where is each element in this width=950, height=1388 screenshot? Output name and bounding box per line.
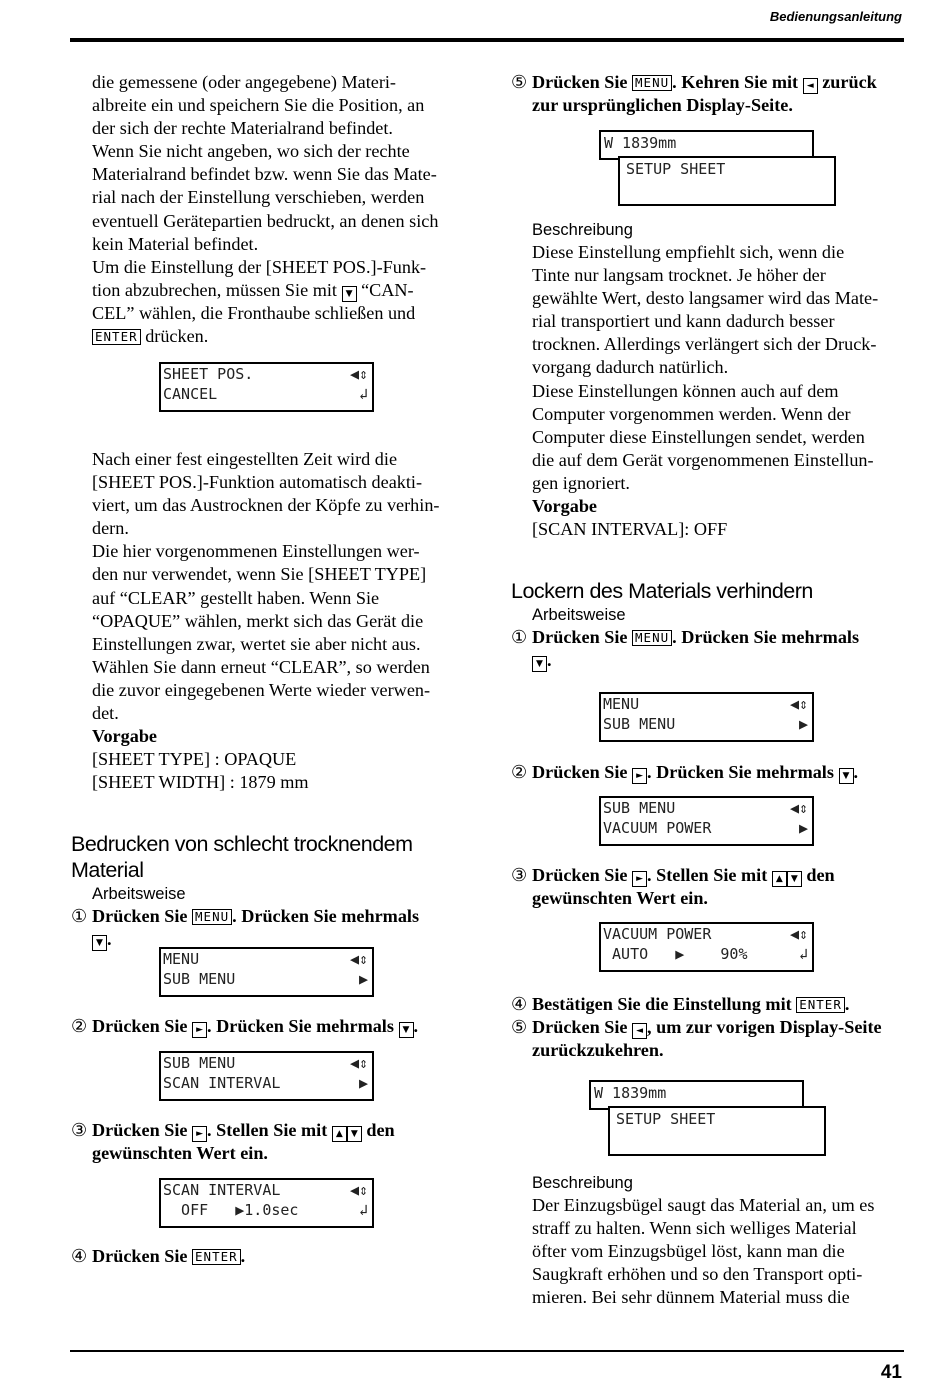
right-section bbox=[511, 578, 911, 672]
step-number: ④ bbox=[71, 1246, 88, 1266]
text-line: [SHEET TYPE] : OPAQUE bbox=[92, 749, 297, 770]
lcd-line: SHEET POS. bbox=[163, 365, 254, 383]
step-number: ③ bbox=[71, 1120, 88, 1140]
up-arrow-key-icon: ▲ bbox=[332, 1126, 347, 1142]
lcd-submenu-vacuum bbox=[599, 796, 814, 846]
text-line: viert, um das Austrocknen der Köpfe zu verhin- bbox=[92, 495, 440, 516]
lcd-line: SUB MENU bbox=[603, 799, 676, 817]
step-number: ⑤ bbox=[511, 72, 528, 92]
text-fragment: . Stellen Sie mit bbox=[647, 865, 768, 885]
text-line: die gemessene (oder angegebene) Materi- bbox=[92, 72, 396, 92]
left-arrow-key-icon: ◄ bbox=[803, 78, 818, 94]
down-arrow-key-icon: ▼ bbox=[399, 1022, 414, 1038]
text-line: den nur verwendet, wenn Sie [SHEET TYPE] bbox=[92, 564, 427, 585]
menu-key-icon: MENU bbox=[632, 630, 672, 646]
lcd-menu bbox=[599, 692, 814, 742]
subheading-arbeitsweise: Arbeitsweise bbox=[92, 885, 186, 903]
text-line: Der Einzugsbügel saugt das Material an, um es bbox=[532, 1195, 875, 1215]
text-fragment: “CAN- bbox=[361, 279, 414, 300]
lcd-line: SCAN INTERVAL bbox=[163, 1074, 281, 1092]
step-2 bbox=[71, 1015, 471, 1038]
right-description bbox=[532, 219, 912, 541]
text-line bbox=[92, 279, 472, 302]
lcd-line: VACUUM POWER bbox=[603, 819, 712, 837]
step-number: ① bbox=[71, 906, 88, 926]
text-line: Tinte nur langsam trocknet. Je höher der bbox=[532, 265, 826, 286]
text-line: det. bbox=[92, 703, 119, 724]
up-down-arrow-icon: ◀⇕ bbox=[789, 925, 808, 943]
up-down-arrow-icon: ◀⇕ bbox=[789, 695, 808, 713]
right-arrow-key-icon: ► bbox=[632, 768, 647, 784]
enter-arrow-icon: ↲ bbox=[358, 1201, 368, 1219]
step-1 bbox=[511, 626, 911, 672]
document-header-title: Bedienungsanleitung bbox=[769, 9, 902, 24]
right-arrow-key-icon: ► bbox=[632, 871, 647, 887]
right-step2 bbox=[511, 761, 911, 784]
lcd-line: CANCEL bbox=[163, 385, 218, 403]
text-fragment: . Drücken Sie mehrmals bbox=[647, 762, 834, 782]
step-1 bbox=[71, 905, 471, 951]
section-title: Lockern des Materials verhindern bbox=[511, 579, 813, 603]
step-5 bbox=[511, 71, 911, 117]
step-4 bbox=[511, 993, 911, 1016]
right-steps-4-5 bbox=[511, 993, 911, 1062]
step-3 bbox=[511, 864, 911, 910]
left-step3 bbox=[71, 1119, 471, 1165]
text-line bbox=[92, 325, 472, 348]
down-arrow-key-icon: ▼ bbox=[347, 1126, 362, 1142]
step-5 bbox=[511, 1016, 911, 1062]
lcd-line: MENU bbox=[163, 950, 200, 968]
left-intro bbox=[92, 71, 472, 348]
up-arrow-key-icon: ▲ bbox=[772, 871, 787, 887]
up-down-arrow-icon: ◀⇕ bbox=[349, 365, 368, 383]
text-line: der sich der rechte Materialrand befindet. bbox=[92, 118, 393, 139]
text-fragment: , um zur vorigen Display-Seite bbox=[647, 1017, 882, 1038]
down-arrow-key-icon: ▼ bbox=[342, 286, 357, 302]
beschreibung-heading: Beschreibung bbox=[532, 221, 633, 239]
text-line: die zuvor eingegebenen Werte wieder verwen- bbox=[92, 679, 431, 700]
text-fragment: Drücken Sie bbox=[92, 906, 188, 926]
text-fragment: gewünschten Wert ein. bbox=[532, 888, 708, 909]
lcd-line: VACUUM POWER bbox=[603, 925, 712, 943]
left-step2 bbox=[71, 1015, 471, 1038]
text-line: CEL” wählen, die Fronthaube schließen und bbox=[92, 302, 416, 323]
text-line: rial nach der Einstellung verschieben, werden bbox=[92, 187, 425, 208]
text-fragment: Drücken Sie bbox=[92, 1016, 188, 1036]
enter-key-icon: ENTER bbox=[92, 329, 141, 345]
text-fragment: tion abzubrechen, müssen Sie mit bbox=[92, 279, 337, 300]
step-number: ② bbox=[511, 762, 528, 782]
footer-rule bbox=[70, 1350, 904, 1352]
text-line: Diese Einstellungen können auch auf dem bbox=[532, 380, 839, 401]
page-number: 41 bbox=[880, 1362, 902, 1383]
down-arrow-key-icon: ▼ bbox=[92, 935, 107, 951]
lcd-sheet-pos bbox=[159, 362, 374, 412]
down-arrow-key-icon: ▼ bbox=[532, 656, 547, 672]
lcd-width-tab: W 1839mm bbox=[599, 130, 814, 160]
lcd-setup-page: SETUP SHEET bbox=[618, 156, 836, 206]
text-fragment: . bbox=[413, 1016, 419, 1036]
text-fragment: zurückzukehren. bbox=[532, 1040, 664, 1061]
up-down-arrow-icon: ◀⇕ bbox=[349, 1181, 368, 1199]
up-down-arrow-icon: ◀⇕ bbox=[349, 1054, 368, 1072]
text-fragment: . Drücken Sie mehrmals bbox=[672, 627, 860, 647]
enter-key-icon: ENTER bbox=[796, 997, 845, 1013]
right-step5 bbox=[511, 71, 911, 117]
text-fragment: Drücken Sie bbox=[532, 865, 628, 885]
header-rule bbox=[70, 38, 904, 42]
text-fragment: zurück bbox=[822, 72, 877, 92]
down-arrow-key-icon: ▼ bbox=[839, 768, 854, 784]
text-line: straff zu halten. Wenn sich welliges Material bbox=[532, 1218, 857, 1239]
right-arrow-icon: ▶ bbox=[798, 819, 808, 837]
text-line: gewählte Wert, desto langsamer wird das Mate- bbox=[532, 288, 879, 309]
enter-key-icon: ENTER bbox=[192, 1249, 241, 1265]
lcd-width-tab: W 1839mm bbox=[589, 1080, 804, 1110]
text-line: albreite ein und speichern Sie die Position, an bbox=[92, 95, 425, 116]
step-number: ③ bbox=[511, 865, 528, 885]
vorgabe-label: Vorgabe bbox=[532, 496, 598, 517]
section-title: Bedrucken von schlecht trocknendem Material bbox=[71, 832, 413, 882]
text-line: Wählen Sie dann erneut “CLEAR”, so werden bbox=[92, 656, 430, 677]
step-2 bbox=[511, 761, 911, 784]
text-line: mieren. Bei sehr dünnem Material muss die bbox=[532, 1287, 850, 1308]
step-4 bbox=[71, 1245, 471, 1268]
lcd-line: SUB MENU bbox=[163, 970, 236, 988]
step-3 bbox=[71, 1119, 471, 1165]
vorgabe-label: Vorgabe bbox=[92, 726, 158, 747]
text-fragment: . bbox=[844, 994, 850, 1014]
step-number: ① bbox=[511, 627, 528, 647]
lcd-submenu-scan bbox=[159, 1051, 374, 1101]
text-fragment: Drücken Sie bbox=[532, 762, 628, 782]
text-line: trocknen. Allerdings verlängert sich der Druck- bbox=[532, 334, 877, 355]
right-arrow-key-icon: ► bbox=[192, 1126, 207, 1142]
right-arrow-key-icon: ► bbox=[192, 1022, 207, 1038]
enter-arrow-icon: ↲ bbox=[798, 945, 808, 963]
text-fragment: gewünschten Wert ein. bbox=[92, 1143, 268, 1164]
text-line: [SHEET POS.]-Funktion automatisch deakti- bbox=[92, 472, 423, 493]
text-fragment: Bestätigen Sie die Einstellung mit bbox=[532, 994, 792, 1014]
step-number: ④ bbox=[511, 994, 528, 1014]
text-line: vorgang dadurch natürlich. bbox=[532, 357, 729, 378]
text-line: Nach einer fest eingestellten Zeit wird die bbox=[92, 449, 398, 469]
menu-key-icon: MENU bbox=[632, 75, 672, 91]
lcd-menu bbox=[159, 947, 374, 997]
text-fragment: . Stellen Sie mit bbox=[207, 1120, 328, 1140]
lcd-vacuum-power bbox=[599, 922, 814, 972]
text-line: dern. bbox=[92, 518, 129, 539]
text-line: Um die Einstellung der [SHEET POS.]-Funk- bbox=[92, 256, 427, 277]
text-fragment: den bbox=[366, 1120, 395, 1140]
lcd-line: SCAN INTERVAL bbox=[163, 1181, 281, 1199]
right-arrow-icon: ▶ bbox=[358, 970, 368, 988]
enter-arrow-icon: ↲ bbox=[358, 385, 368, 403]
text-line: öfter vom Einzugsbügel löst, kann man die bbox=[532, 1241, 845, 1262]
text-line: [SCAN INTERVAL]: OFF bbox=[532, 519, 728, 540]
text-line: Einstellungen zwar, wertet sie aber nicht aus. bbox=[92, 633, 421, 654]
left-section bbox=[71, 831, 471, 951]
right-arrow-icon: ▶ bbox=[358, 1074, 368, 1092]
up-down-arrow-icon: ◀⇕ bbox=[349, 950, 368, 968]
text-line: Diese Einstellung empfiehlt sich, wenn die bbox=[532, 242, 845, 262]
down-arrow-key-icon: ▼ bbox=[787, 871, 802, 887]
text-line: Materialrand befindet bzw. wenn Sie das Mate- bbox=[92, 164, 437, 185]
lcd-line: SUB MENU bbox=[603, 715, 676, 733]
text-line: “OPAQUE” wählen, merkt sich das Gerät die bbox=[92, 610, 424, 631]
text-line: Die hier vorgenommenen Einstellungen wer- bbox=[92, 541, 420, 562]
text-fragment: . bbox=[853, 762, 859, 782]
lcd-line: OFF ▶1.0sec bbox=[163, 1201, 299, 1219]
lcd-scan-interval bbox=[159, 1178, 374, 1228]
text-line: kein Material befindet. bbox=[92, 233, 259, 254]
text-line: auf “CLEAR” gestellt haben. Wenn Sie bbox=[92, 587, 380, 608]
text-fragment: . bbox=[547, 650, 552, 671]
lcd-line: AUTO ▶ 90% bbox=[603, 945, 748, 963]
text-line: [SHEET WIDTH] : 1879 mm bbox=[92, 772, 309, 793]
left-para2 bbox=[92, 448, 472, 794]
text-fragment: . Drücken Sie mehrmals bbox=[207, 1016, 394, 1036]
text-fragment: Drücken Sie bbox=[532, 1017, 628, 1038]
text-fragment: . Drücken Sie mehrmals bbox=[232, 906, 420, 926]
text-line: gen ignoriert. bbox=[532, 472, 630, 493]
text-fragment: . Kehren Sie mit bbox=[672, 72, 799, 92]
right-description-2 bbox=[532, 1172, 912, 1309]
beschreibung-heading: Beschreibung bbox=[532, 1174, 633, 1192]
text-fragment: drücken. bbox=[145, 326, 209, 347]
text-fragment: Drücken Sie bbox=[532, 627, 628, 647]
text-fragment: Drücken Sie bbox=[92, 1120, 188, 1140]
lcd-line: SUB MENU bbox=[163, 1054, 236, 1072]
text-line: Wenn Sie nicht angeben, wo sich der rechte bbox=[92, 141, 410, 162]
subheading-arbeitsweise: Arbeitsweise bbox=[532, 606, 626, 624]
text-fragment: Drücken Sie bbox=[92, 1246, 188, 1266]
text-line: Saugkraft erhöhen und so den Transport opti- bbox=[532, 1264, 863, 1285]
text-fragment: . bbox=[107, 929, 112, 950]
lcd-setup-page: SETUP SHEET bbox=[608, 1106, 826, 1156]
text-line: eventuell Gerätepartien bedruckt, an denen sich bbox=[92, 210, 439, 231]
text-line: Computer diese Einstellungen sendet, werden bbox=[532, 426, 865, 447]
step-number: ⑤ bbox=[511, 1017, 528, 1038]
left-arrow-key-icon: ◄ bbox=[632, 1023, 647, 1039]
text-fragment: den bbox=[806, 865, 835, 885]
lcd-line: MENU bbox=[603, 695, 640, 713]
text-line: rial transportiert und kann dadurch besser bbox=[532, 311, 835, 332]
text-fragment: . bbox=[240, 1246, 246, 1266]
up-down-arrow-icon: ◀⇕ bbox=[789, 799, 808, 817]
text-fragment: Drücken Sie bbox=[532, 72, 628, 92]
text-fragment: zur ursprünglichen Display-Seite. bbox=[532, 95, 793, 116]
right-arrow-icon: ▶ bbox=[798, 715, 808, 733]
menu-key-icon: MENU bbox=[192, 909, 232, 925]
left-step4 bbox=[71, 1245, 471, 1268]
text-line: Computer vorgenommen werden. Wenn der bbox=[532, 403, 851, 424]
text-line: die auf dem Gerät vorgenommenen Einstellun- bbox=[532, 449, 874, 470]
right-step3 bbox=[511, 864, 911, 910]
step-number: ② bbox=[71, 1016, 88, 1036]
